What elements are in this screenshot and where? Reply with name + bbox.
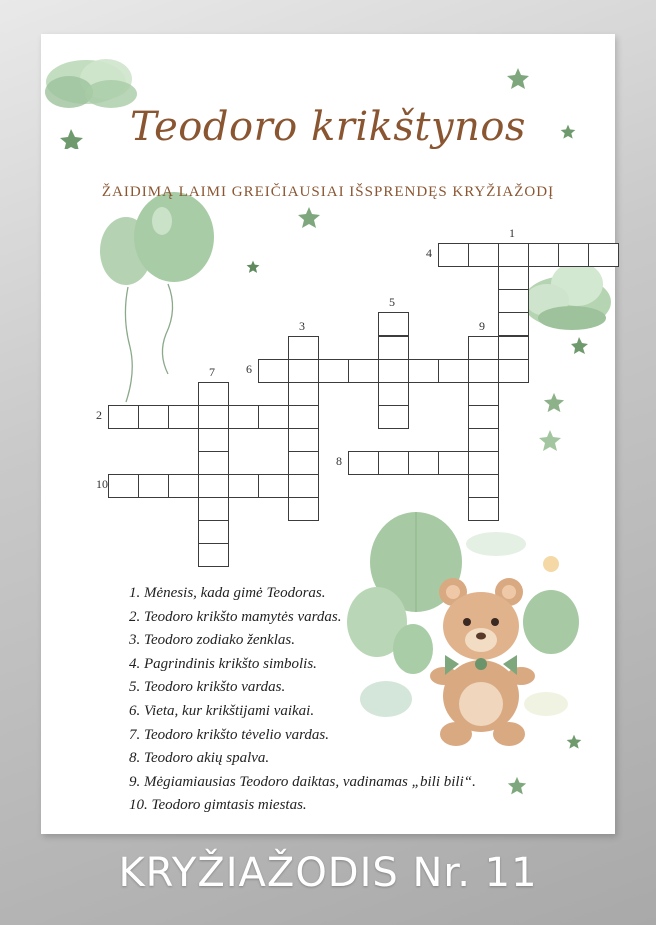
crossword-cell[interactable] — [318, 359, 349, 383]
clue-2: 2. Teodoro krikšto mamytės vardas. — [129, 608, 342, 625]
crossword-cell[interactable] — [408, 359, 439, 383]
crossword-cell[interactable] — [198, 382, 229, 406]
balloon-icon — [96, 189, 226, 414]
crossword-cell[interactable] — [468, 405, 499, 429]
puzzle-sheet — [41, 34, 615, 834]
teddy-bear-icon — [341, 504, 581, 754]
crossword-cell[interactable] — [378, 405, 409, 429]
crossword-cell[interactable] — [288, 428, 319, 452]
crossword-cell[interactable] — [198, 497, 229, 521]
puzzle-number-label: KRYŽIAŽODIS Nr. 11 — [118, 850, 538, 896]
crossword-cell[interactable] — [558, 243, 589, 267]
crossword-cell[interactable] — [498, 243, 529, 267]
clue-10: 10. Teodoro gimtasis miestas. — [129, 797, 307, 814]
crossword-cell[interactable] — [378, 336, 409, 360]
crossword-cell[interactable] — [438, 451, 469, 475]
star-icon — [506, 67, 530, 91]
clue-number-5: 5 — [389, 295, 395, 310]
clue-5: 5. Teodoro krikšto vardas. — [129, 679, 286, 696]
crossword-cell[interactable] — [378, 382, 409, 406]
page-title: Teodoro krikštynos — [130, 104, 526, 150]
crossword-cell[interactable] — [228, 405, 259, 429]
crossword-cell[interactable] — [378, 312, 409, 336]
crossword-cell[interactable] — [258, 405, 289, 429]
clue-9: 9. Mėgiamiausias Teodoro daiktas, vadinamas „bili bili“. — [129, 773, 476, 790]
crossword-cell[interactable] — [498, 336, 529, 360]
star-icon — [297, 206, 321, 230]
clue-number-1: 1 — [509, 226, 515, 241]
clue-1: 1. Mėnesis, kada gimė Teodoras. — [129, 585, 326, 601]
clue-number-7: 7 — [209, 364, 215, 379]
crossword-cell[interactable] — [468, 474, 499, 498]
clue-number-8: 8 — [336, 454, 342, 468]
crossword-cell[interactable] — [198, 451, 229, 475]
crossword-cell[interactable] — [168, 474, 199, 498]
star-icon — [538, 429, 562, 453]
crossword-cell[interactable] — [288, 405, 319, 429]
star-icon — [543, 392, 565, 414]
crossword-cell[interactable] — [468, 359, 499, 383]
crossword-cell[interactable] — [198, 405, 229, 429]
crossword-cell[interactable] — [468, 243, 499, 267]
crossword-cell[interactable] — [468, 428, 499, 452]
clue-7: 7. Teodoro krikšto tėvelio vardas. — [129, 726, 329, 743]
crossword-cell[interactable] — [198, 543, 229, 567]
page-subtitle: ŽAIDIMĄ LAIMI GREIČIAUSIAI IŠSPRENDĘS KRYŽIAŽODĮ — [101, 184, 555, 200]
crossword-cell[interactable] — [468, 382, 499, 406]
crossword-cell[interactable] — [378, 359, 409, 383]
crossword-cell[interactable] — [498, 359, 529, 383]
crossword-cell[interactable] — [198, 428, 229, 452]
crossword-cell[interactable] — [498, 289, 529, 313]
crossword-cell[interactable] — [468, 451, 499, 475]
crossword-cell[interactable] — [198, 474, 229, 498]
crossword-cell[interactable] — [348, 359, 379, 383]
crossword-cell[interactable] — [378, 451, 409, 475]
crossword-cell[interactable] — [528, 243, 559, 267]
crossword-cell[interactable] — [438, 359, 469, 383]
crossword-cell[interactable] — [348, 451, 379, 475]
crossword-cell[interactable] — [468, 336, 499, 360]
clue-number-9: 9 — [479, 318, 485, 333]
crossword-cell[interactable] — [288, 336, 319, 360]
crossword-cell[interactable] — [258, 474, 289, 498]
clue-number-6: 6 — [246, 361, 252, 376]
crossword-cell[interactable] — [288, 359, 319, 383]
clue-number-3: 3 — [299, 318, 305, 333]
crossword-cell[interactable] — [288, 451, 319, 475]
star-icon — [507, 776, 527, 796]
crossword-cell[interactable] — [108, 474, 139, 498]
crossword-cell[interactable] — [228, 474, 259, 498]
crossword-cell[interactable] — [438, 243, 469, 267]
crossword-cell[interactable] — [198, 520, 229, 544]
crossword-cell[interactable] — [498, 312, 529, 336]
crossword-cell[interactable] — [288, 382, 319, 406]
clue-number-10: 10 — [96, 477, 108, 492]
crossword-cell[interactable] — [258, 359, 289, 383]
crossword-cell[interactable] — [168, 405, 199, 429]
clue-3: 3. Teodoro zodiako ženklas. — [129, 632, 295, 649]
crossword-cell[interactable] — [138, 405, 169, 429]
crossword-cell[interactable] — [408, 451, 439, 475]
crossword-cell[interactable] — [588, 243, 619, 267]
star-icon — [246, 260, 260, 274]
crossword-cell[interactable] — [498, 266, 529, 290]
crossword-cell[interactable] — [138, 474, 169, 498]
clue-6: 6. Vieta, kur krikštijami vaikai. — [129, 702, 315, 719]
clue-8: 8. Teodoro akių spalva. — [129, 750, 270, 767]
crossword-cell[interactable] — [288, 474, 319, 498]
clue-number-2: 2 — [96, 407, 102, 422]
clue-4: 4. Pagrindinis krikšto simbolis. — [129, 655, 317, 672]
crossword-cell[interactable] — [108, 405, 139, 429]
crossword-cell[interactable] — [288, 497, 319, 521]
clue-number-4: 4 — [426, 246, 432, 261]
